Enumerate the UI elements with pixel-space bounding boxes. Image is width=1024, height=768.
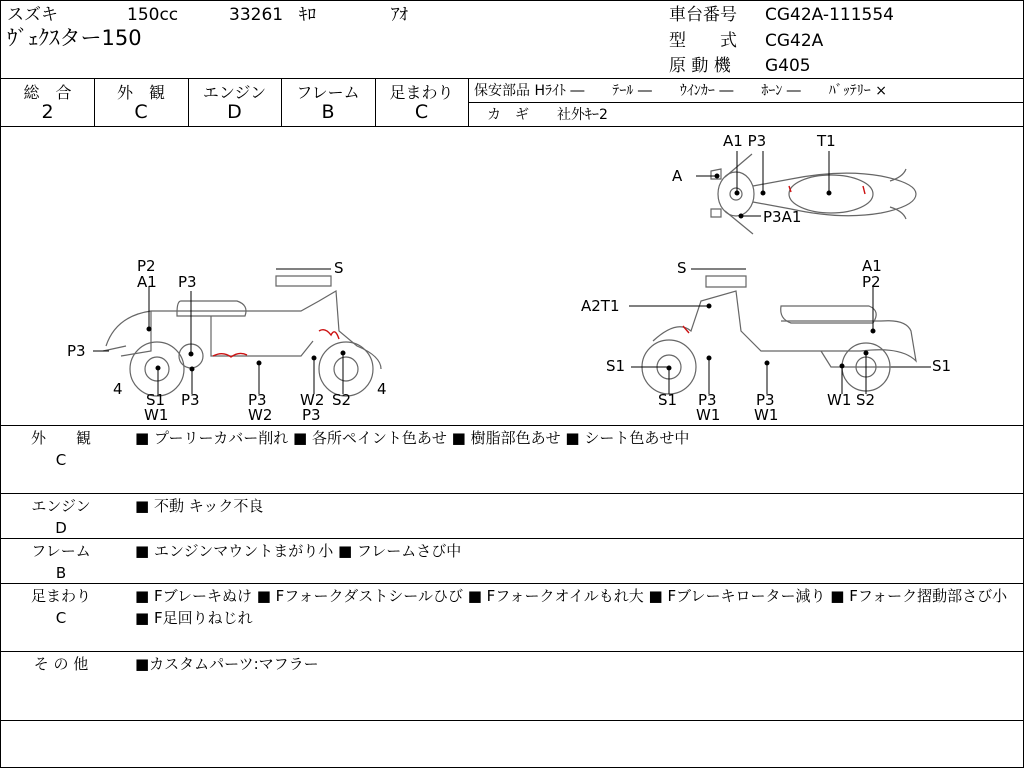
scooter-right-view (642, 276, 916, 394)
grid-line (1, 720, 1023, 721)
label-right-b5: S2 (856, 391, 876, 409)
label-top-a1p3: A1 P3 (723, 132, 767, 150)
mileage-unit: ｷﾛ (299, 5, 316, 25)
label-left-p2: P2 (137, 257, 156, 275)
section-frame-text: ■ エンジンマウントまがり小 ■ フレームさび中 (135, 542, 462, 560)
grade-overall-value: 2 (41, 101, 54, 123)
grade-exterior-label: 外 観 (116, 83, 165, 102)
label-left-b5: S2 (332, 391, 352, 409)
grade-frame-label: フレーム (296, 83, 360, 102)
grade-overall-label: 総 合 (23, 83, 72, 102)
grid-line (1, 538, 1023, 539)
label-right-b2b: W1 (696, 406, 721, 424)
grid-line (1, 583, 1023, 584)
label-right-b4: W1 (827, 391, 852, 409)
grade-suspension-label: 足まわり (389, 83, 454, 102)
section-other-text: ■カスタムパーツ:マフラー (135, 655, 319, 673)
label-left-s: S (334, 259, 344, 277)
label-top-a: A (672, 167, 683, 185)
section-suspension-title: 足まわり C (30, 587, 91, 627)
label-left-p3-side: P3 (67, 342, 86, 360)
label-right-b2a: P3 (698, 391, 717, 409)
label-left-b4a: W2 (300, 391, 325, 409)
section-engine-text: ■ 不動 キック不良 (135, 497, 264, 515)
label-right-p2: P2 (862, 273, 881, 291)
type-value: CG42A (765, 31, 824, 51)
grade-engine-value: D (227, 101, 242, 123)
label-top-t1: T1 (817, 132, 836, 150)
label-left-b3b: W2 (248, 406, 273, 424)
label-left-p3-top: P3 (178, 273, 197, 291)
label-top-p3a1: P3A1 (763, 208, 802, 226)
grid-line (1, 493, 1023, 494)
scooter-left-view (103, 276, 381, 396)
label-right-s: S (677, 259, 687, 277)
key-info: カ ギ 社外ｷｰ2 (487, 107, 608, 123)
label-left-b4b: P3 (302, 406, 321, 424)
grid-line (468, 78, 469, 126)
maker: スズキ (7, 5, 58, 25)
grid-line (1, 78, 1023, 79)
damage-diagram (1, 127, 1023, 425)
section-suspension-text: ■ Fブレーキぬけ ■ Fフォークダストシールひび ■ Fフォークオイルもれ大 ■ Fブレーキローター減り ■ Fフォーク摺動部さび小 ■ F足回りねじれ (135, 587, 1008, 627)
label-left-4-left: 4 (113, 380, 123, 398)
frame-no: CG42A-111554 (765, 5, 894, 25)
grade-frame-value: B (321, 101, 335, 123)
grid-line (1, 651, 1023, 652)
label-right-b1: S1 (658, 391, 678, 409)
color: ｱｵ (391, 5, 408, 25)
label-left-b2: P3 (181, 391, 200, 409)
engine-label: 原 動 機 (669, 56, 731, 76)
scooter-top-view (711, 154, 916, 234)
frame-no-label: 車台番号 (669, 5, 737, 25)
mileage: 33261 (229, 5, 284, 25)
label-right-b3a: P3 (756, 391, 775, 409)
label-left-4-right: 4 (377, 380, 387, 398)
model-name: ｳﾞｪｸｽター150 (7, 26, 142, 50)
label-left-b3a: P3 (248, 391, 267, 409)
label-right-a2t1: A2T1 (581, 297, 620, 315)
section-exterior-text: ■ プーリーカバー削れ ■ 各所ペイント色あせ ■ 樹脂部色あせ ■ シート色あせ中 (135, 429, 690, 447)
safety-parts: 保安部品 Hﾗｲﾄ ― ﾃｰﾙ ― ｳｲﾝｶｰ ― ﾎｰﾝ ― ﾊﾞｯﾃﾘｰ × (474, 83, 887, 99)
section-engine-title: エンジン D (31, 497, 91, 537)
label-right-s1-left: S1 (606, 357, 626, 375)
section-frame-title: フレーム B (31, 542, 91, 582)
grade-suspension-value: C (414, 101, 429, 123)
label-left-a1: A1 (137, 273, 157, 291)
label-right-s1-right: S1 (932, 357, 952, 375)
label-right-a1: A1 (862, 257, 882, 275)
grid-line (1, 425, 1023, 426)
grade-engine-label: エンジン (202, 83, 267, 102)
grid-line (468, 102, 1023, 103)
section-exterior-title: 外 観 C (30, 429, 91, 469)
label-left-b1a: S1 (146, 391, 166, 409)
label-left-b1b: W1 (144, 406, 169, 424)
label-right-b3b: W1 (754, 406, 779, 424)
grade-exterior-value: C (134, 101, 148, 123)
section-other-title: そ の 他 (33, 655, 89, 673)
displacement: 150cc (127, 5, 179, 25)
type-label: 型 式 (669, 31, 737, 51)
engine-value: G405 (765, 56, 811, 76)
